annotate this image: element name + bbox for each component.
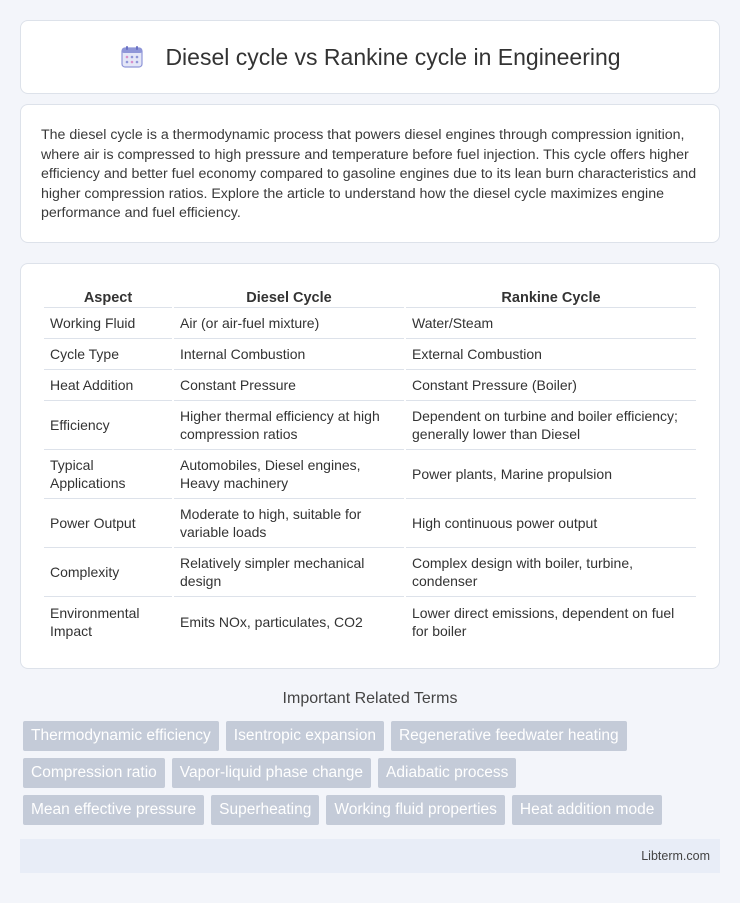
tag-compression-ratio[interactable]: Compression ratio xyxy=(23,758,165,788)
table-row xyxy=(44,339,696,370)
table-header-row xyxy=(44,284,696,308)
table-cell: Internal Combustion xyxy=(174,339,404,370)
tag-mean-effective-pressure[interactable]: Mean effective pressure xyxy=(23,795,204,825)
footer xyxy=(20,839,720,873)
table-cell: Power Output xyxy=(44,499,172,548)
table-row xyxy=(44,450,696,499)
table-cell: Lower direct emissions, dependent on fuel for boiler xyxy=(412,604,675,639)
table-cell: Automobiles, Diesel engines, Heavy machinery xyxy=(174,450,404,499)
table-cell: Constant Pressure xyxy=(174,370,404,401)
table-row xyxy=(44,597,696,646)
tag-row xyxy=(23,795,723,825)
tag-row xyxy=(23,758,723,788)
header-rankine: Rankine Cycle xyxy=(406,284,696,308)
table-row xyxy=(44,401,696,450)
table-cell: Emits NOx, particulates, CO2 xyxy=(180,613,363,630)
page-title: Diesel cycle vs Rankine cycle in Engineering xyxy=(165,43,621,70)
header-diesel: Diesel Cycle xyxy=(174,284,404,308)
footer-site-link[interactable]: Libterm.com xyxy=(641,849,710,863)
intro-card xyxy=(20,104,720,243)
table-cell: Complex design with boiler, turbine, condenser xyxy=(406,548,696,597)
table-cell: Environmental Impact xyxy=(50,604,140,639)
tag-working-fluid-properties[interactable]: Working fluid properties xyxy=(326,795,505,825)
table-cell: Water/Steam xyxy=(406,308,696,339)
table-cell: External Combustion xyxy=(406,339,696,370)
table-row xyxy=(44,308,696,339)
title-card xyxy=(20,20,720,94)
table-cell: Cycle Type xyxy=(44,339,172,370)
tag-vapor-liquid-phase-change[interactable]: Vapor-liquid phase change xyxy=(172,758,371,788)
table-cell: Dependent on turbine and boiler efficiency; generally lower than Diesel xyxy=(406,401,696,450)
table-cell: Complexity xyxy=(44,548,172,597)
calendar-grid-icon xyxy=(119,44,145,70)
table-row xyxy=(44,548,696,597)
comparison-table xyxy=(42,284,698,646)
table-row xyxy=(44,370,696,401)
table-row xyxy=(44,499,696,548)
table-cell: Relatively simpler mechanical design xyxy=(174,548,404,597)
table-cell: Power plants, Marine propulsion xyxy=(406,450,696,499)
tag-isentropic-expansion[interactable]: Isentropic expansion xyxy=(226,721,384,751)
table-cell: Higher thermal efficiency at high compression ratios xyxy=(174,401,404,450)
related-terms-list xyxy=(23,721,723,832)
table-cell: Constant Pressure (Boiler) xyxy=(406,370,696,401)
tag-thermodynamic-efficiency[interactable]: Thermodynamic efficiency xyxy=(23,721,219,751)
table-cell: Typical Applications xyxy=(44,450,172,499)
related-terms-title: Important Related Terms xyxy=(282,690,458,707)
table-cell: Efficiency xyxy=(44,401,172,450)
table-cell: High continuous power output xyxy=(406,499,696,548)
tag-row xyxy=(23,721,723,751)
header-aspect: Aspect xyxy=(44,284,172,308)
table-cell: Working Fluid xyxy=(44,308,172,339)
table-cell: Heat Addition xyxy=(44,370,172,401)
table-cell: Air (or air-fuel mixture) xyxy=(174,308,404,339)
table-cell: Moderate to high, suitable for variable loads xyxy=(174,499,404,548)
tag-superheating[interactable]: Superheating xyxy=(211,795,319,825)
intro-text: The diesel cycle is a thermodynamic process that powers diesel engines through compression ignition, where air is compressed to high pressure and temperature before fuel injection. This cycle offers higher efficiency and better fuel economy compared to gasoline engines due to its lean burn characteristics and higher compression ratios. Explore the article to understand how the diesel cycle maximizes engine performance and fuel efficiency. xyxy=(41,127,697,222)
tag-regenerative-feedwater-heating[interactable]: Regenerative feedwater heating xyxy=(391,721,627,751)
comparison-table-card xyxy=(20,263,720,669)
tag-adiabatic-process[interactable]: Adiabatic process xyxy=(378,758,516,788)
tag-heat-addition-mode[interactable]: Heat addition mode xyxy=(512,795,662,825)
